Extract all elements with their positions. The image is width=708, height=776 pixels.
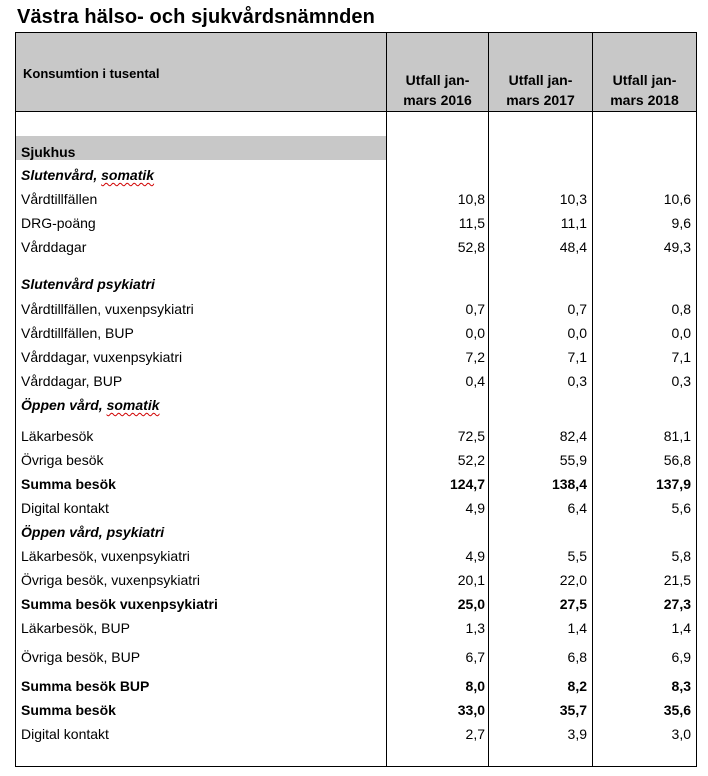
column-header-2018 (593, 70, 696, 110)
header-label: Konsumtion i tusental (23, 66, 160, 81)
header-bottom-border (15, 111, 697, 112)
value-cell-2017: 0,3 (567, 373, 587, 389)
value-cell-2018: 7,1 (671, 349, 691, 365)
table-right-border (696, 32, 697, 767)
value-cell-2018: 35,6 (663, 702, 691, 718)
value-cell-2017: 3,9 (567, 726, 587, 742)
value-cell-2018: 6,9 (671, 649, 691, 665)
value-cell-2018: 0,3 (671, 373, 691, 389)
row-label: Läkarbesök, BUP (21, 620, 130, 636)
row-label: Digital kontakt (21, 500, 109, 516)
value-cell-2016: 0,0 (465, 325, 485, 341)
row-label: Övriga besök, BUP (21, 649, 141, 665)
column-header-2016-text: Utfall jan- mars 2016 (403, 72, 472, 108)
value-cell-2016: 7,2 (465, 349, 485, 365)
value-cell-2017: 6,4 (567, 500, 587, 516)
column-header-2016 (387, 70, 488, 110)
value-cell-2017: 6,8 (567, 649, 587, 665)
value-cell-2016: 20,1 (457, 572, 485, 588)
value-cell-2018: 9,6 (671, 215, 691, 231)
value-cell-2018: 49,3 (663, 239, 691, 255)
consumption-table (15, 32, 697, 767)
value-cell-2016: 124,7 (449, 476, 485, 492)
value-cell-2016: 6,7 (465, 649, 485, 665)
column-header-2017-text: Utfall jan- mars 2017 (506, 72, 575, 108)
value-cell-2017: 55,9 (559, 452, 587, 468)
value-cell-2016: 72,5 (457, 428, 485, 444)
value-cell-2018: 3,0 (671, 726, 691, 742)
table-top-border (15, 32, 697, 33)
row-label: Vårdtillfällen (21, 191, 98, 207)
value-cell-2017: 22,0 (559, 572, 587, 588)
value-cell-2016: 52,8 (457, 239, 485, 255)
row-label: Summa besök BUP (21, 678, 150, 694)
value-cell-2016: 1,3 (465, 620, 485, 636)
row-label: Övriga besök, vuxenpsykiatri (21, 572, 200, 588)
column-divider-1 (386, 32, 387, 767)
row-label: Läkarbesök, vuxenpsykiatri (21, 548, 190, 564)
value-cell-2016: 0,7 (465, 301, 485, 317)
value-cell-2017: 10,3 (559, 191, 587, 207)
value-cell-2017: 8,2 (567, 678, 587, 694)
table-bottom-border (15, 766, 697, 767)
row-label: Vårddagar, vuxenpsykiatri (21, 349, 183, 365)
value-cell-2016: 8,0 (465, 678, 485, 694)
value-cell-2017: 7,1 (567, 349, 587, 365)
value-cell-2018: 10,6 (663, 191, 691, 207)
value-cell-2017: 0,0 (567, 325, 587, 341)
row-label: Summa besök (21, 702, 116, 718)
value-cell-2018: 0,0 (671, 325, 691, 341)
value-cell-2017: 1,4 (567, 620, 587, 636)
value-cell-2016: 10,8 (457, 191, 485, 207)
value-cell-2016: 0,4 (465, 373, 485, 389)
value-cell-2017: 35,7 (559, 702, 587, 718)
subsection-label: Slutenvård psykiatri (21, 276, 155, 292)
value-cell-2018: 56,8 (663, 452, 691, 468)
value-cell-2018: 1,4 (671, 620, 691, 636)
value-cell-2017: 0,7 (567, 301, 587, 317)
value-cell-2018: 81,1 (663, 428, 691, 444)
section-label: Sjukhus (21, 144, 76, 160)
value-cell-2018: 21,5 (663, 572, 691, 588)
value-cell-2016: 2,7 (465, 726, 485, 742)
row-label: Summa besök vuxenpsykiatri (21, 596, 218, 612)
value-cell-2018: 0,8 (671, 301, 691, 317)
value-cell-2018: 8,3 (671, 678, 691, 694)
subsection-label: Öppen vård, somatik (21, 397, 160, 413)
value-cell-2018: 137,9 (655, 476, 691, 492)
value-cell-2016: 25,0 (457, 596, 485, 612)
subsection-label: Öppen vård, psykiatri (21, 524, 165, 540)
value-cell-2018: 27,3 (663, 596, 691, 612)
row-label: Läkarbesök (21, 428, 94, 444)
value-cell-2016: 11,5 (458, 215, 485, 231)
value-cell-2016: 4,9 (465, 548, 485, 564)
column-divider-3 (592, 32, 593, 767)
table-left-border (15, 32, 16, 767)
row-label: DRG-poäng (21, 215, 96, 231)
row-label: Övriga besök (21, 452, 104, 468)
value-cell-2016: 4,9 (465, 500, 485, 516)
row-label: Vårdtillfällen, vuxenpsykiatri (21, 301, 194, 317)
row-label: Digital kontakt (21, 726, 109, 742)
value-cell-2017: 27,5 (559, 596, 587, 612)
row-label: Vårdtillfällen, BUP (21, 325, 134, 341)
value-cell-2016: 33,0 (457, 702, 485, 718)
value-cell-2017: 138,4 (551, 476, 587, 492)
column-header-2018-text: Utfall jan- mars 2018 (610, 72, 679, 108)
column-divider-2 (488, 32, 489, 767)
value-cell-2017: 48,4 (559, 239, 587, 255)
row-label: Vårddagar (21, 239, 87, 255)
subsection-label: Slutenvård, somatik (21, 167, 155, 183)
row-label: Summa besök (21, 476, 116, 492)
row-label: Vårddagar, BUP (21, 373, 123, 389)
value-cell-2018: 5,6 (671, 500, 691, 516)
value-cell-2017: 11,1 (560, 215, 587, 231)
value-cell-2017: 82,4 (559, 428, 587, 444)
value-cell-2016: 52,2 (457, 452, 485, 468)
value-cell-2018: 5,8 (671, 548, 691, 564)
page-title: Västra hälso- och sjukvårdsnämnden (17, 6, 375, 28)
value-cell-2017: 5,5 (567, 548, 587, 564)
column-header-2017 (489, 70, 592, 110)
